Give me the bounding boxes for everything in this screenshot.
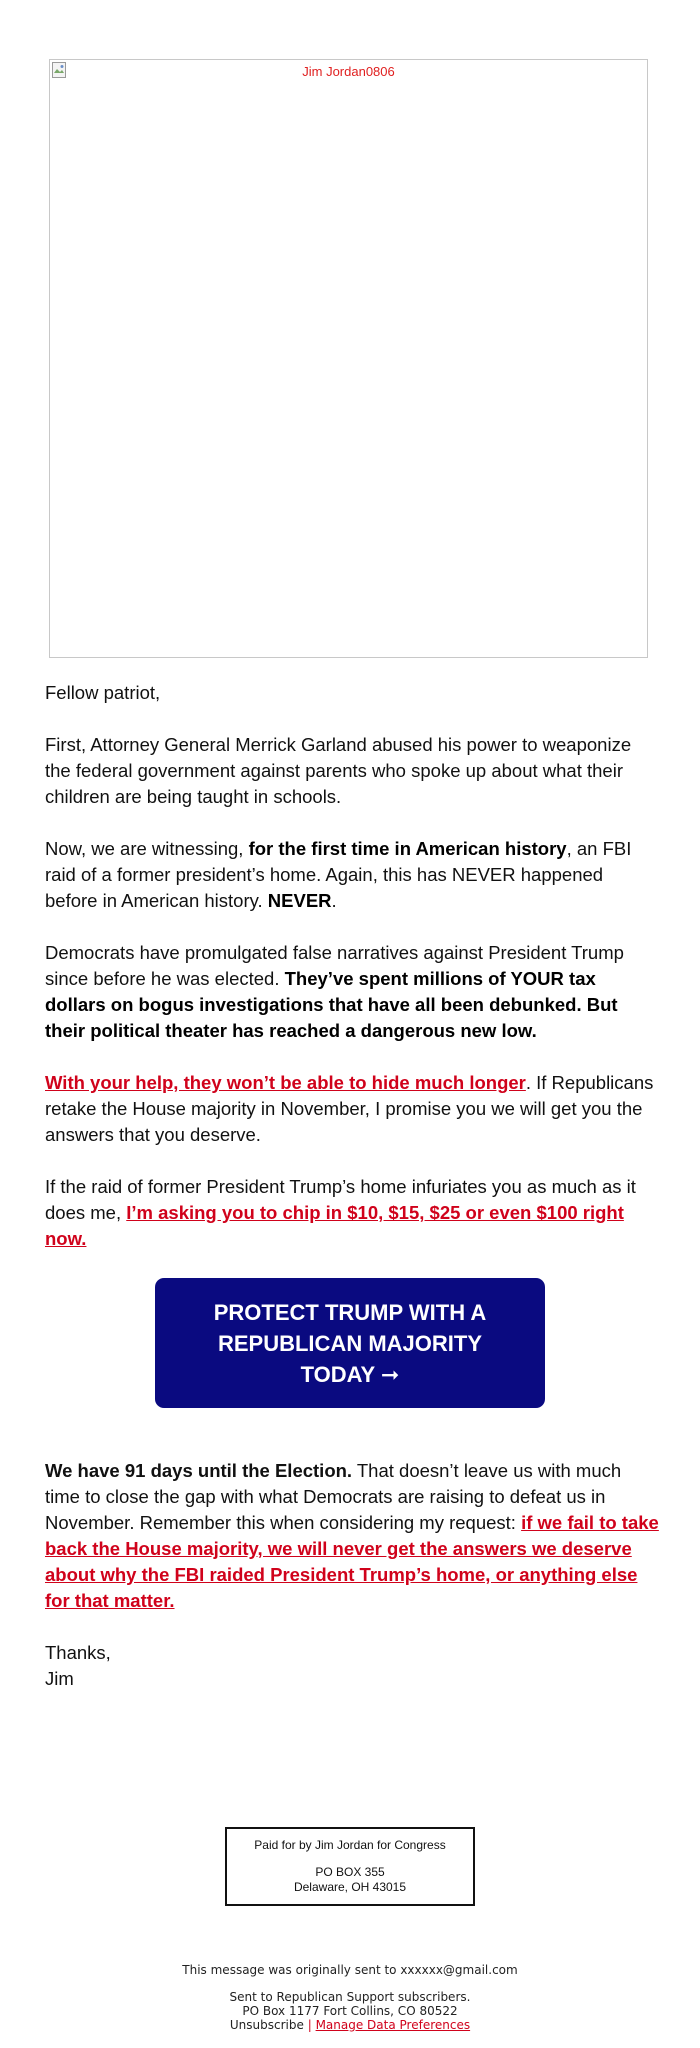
footer-address: PO Box 1177 Fort Collins, CO 80522	[242, 2004, 458, 2018]
subscribers-notice: Sent to Republican Support subscribers.	[229, 1990, 471, 2004]
manage-data-preferences-link[interactable]: Manage Data Preferences	[315, 2018, 471, 2032]
paragraph-5: If the raid of former President Trump’s home infuriates you as much as it does me, I’m asking you to chip in $10, $15, $25 or even $100 right now.	[45, 1176, 636, 1249]
house-majority-link[interactable]: if we fail to take back the House majority, we will never get the answers we deserve about why the FBI raided President Trump’s home, or anything else for that matter.	[45, 1512, 659, 1611]
paragraph-1: First, Attorney General Merrick Garland abused his power to weaponize the federal government against parents who spoke up about what their children are being taught in schools.	[45, 734, 632, 807]
emphasis-days-until-election: We have 91 days until the Election.	[45, 1460, 353, 1481]
paid-for-disclaimer	[225, 1827, 475, 1906]
greeting: Fellow patriot,	[45, 682, 161, 703]
letter-closing	[45, 1458, 660, 1692]
help-donate-link[interactable]: With your help, they won’t be able to hide much longer	[45, 1072, 526, 1093]
footer-links	[0, 2018, 700, 2032]
hero-image-alt-text: Jim Jordan0806	[302, 64, 395, 79]
signature: Jim	[45, 1668, 74, 1689]
email-footer	[0, 1963, 700, 2032]
paragraph-2: Now, we are witnessing, for the first time in American history, an FBI raid of a former president’s home. Again, this has NEVER happened before in American history. NEVER.	[45, 838, 632, 911]
paragraph-6: We have 91 days until the Election. That doesn’t leave us with much time to close the gap with what Democrats are raising to defeat us in November. Remember this when considering my request: if we fail to take back the House majority, we will never get the answers we deserve about why the FBI raided President Trump’s home, or anything else for that matter.	[45, 1460, 659, 1611]
emphasis-first-time: for the first time in American history	[248, 838, 567, 859]
emphasis-tax-dollars: They’ve spent millions of YOUR tax dollars on bogus investigations that have all been debunked. But their political theater has reached a dangerous new low.	[45, 968, 618, 1041]
chip-in-link[interactable]: I’m asking you to chip in $10, $15, $25 or even $100 right now.	[45, 1202, 624, 1249]
letter-body	[45, 680, 660, 1278]
hero-image	[49, 59, 648, 658]
footer-separator: |	[307, 2018, 312, 2032]
protect-trump-donate-button[interactable]: PROTECT TRUMP WITH A REPUBLICAN MAJORITY TODAY ➞	[155, 1278, 545, 1408]
disclaimer-address-line-2: Delaware, OH 43015	[293, 1880, 407, 1894]
disclaimer-address-line-1: PO BOX 355	[315, 1865, 385, 1879]
thanks-text: Thanks,	[45, 1642, 111, 1663]
sent-to-notice: This message was originally sent to xxxxxx@gmail.com	[182, 1963, 518, 1977]
paragraph-3: Democrats have promulgated false narratives against President Trump since before he was elected. They’ve spent millions of YOUR tax dollars on bogus investigations that have all been debunked. But their political theater has reached a dangerous new low.	[45, 942, 624, 1041]
unsubscribe-link[interactable]: Unsubscribe	[229, 2018, 304, 2032]
paragraph-4: With your help, they won’t be able to hide much longer. If Republicans retake the House majority in November, I promise you we will get you the answers that you deserve.	[45, 1072, 654, 1145]
emphasis-never: NEVER	[267, 890, 332, 911]
cta-container	[155, 1278, 545, 1408]
paid-for-text: Paid for by Jim Jordan for Congress	[254, 1838, 446, 1852]
sign-off	[45, 1640, 660, 1692]
